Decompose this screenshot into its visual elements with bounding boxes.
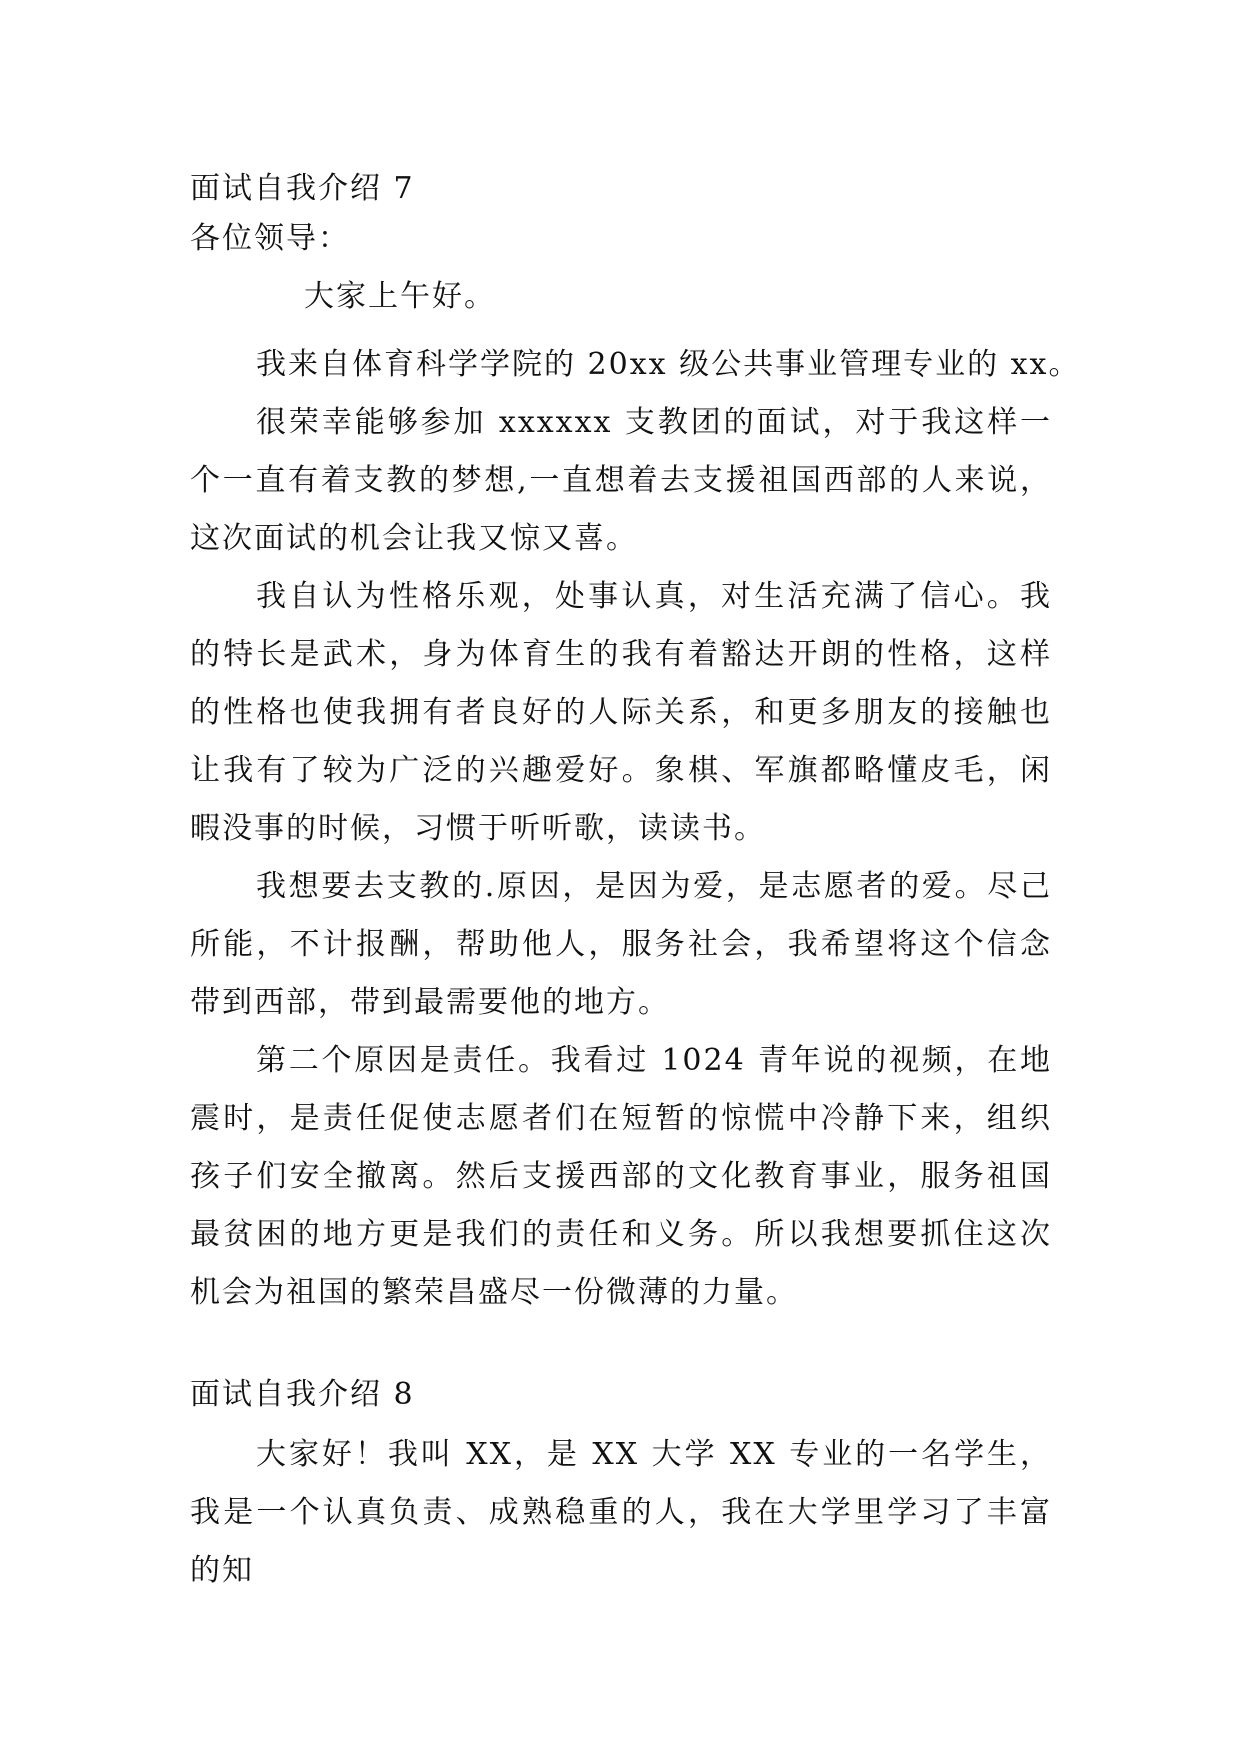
paragraph: 我想要去支教的.原因，是因为爱，是志愿者的爱。尽己所能，不计报酬，帮助他人，服务社会，我希望将这个信念带到西部，带到最需要他的地方。	[190, 869, 1052, 1020]
salutation: 各位领导：	[190, 221, 350, 256]
paragraph: 大家好！我叫 XX，是 XX 大学 XX 专业的一名学生，我是一个认真负责、成熟稳重的人，我在大学里学习了丰富的知	[190, 1437, 1052, 1588]
paragraph: 我自认为性格乐观，处事认真，对生活充满了信心。我的特长是武术，身为体育生的我有着豁达开朗的性格，这样的性格也使我拥有者良好的人际关系，和更多朋友的接触也让我有了较为广泛的兴趣爱好。象棋、军旗都略懂皮毛，闲暇没事的时候，习惯于听听歌，读读书。	[190, 579, 1052, 846]
spacer	[190, 1416, 1052, 1426]
section-spacer	[190, 1322, 1052, 1374]
sub-salutation: 大家上午好。	[304, 279, 496, 314]
section-title: 面试自我介绍 8	[190, 1377, 415, 1412]
paragraph: 第二个原因是责任。我看过 1024 青年说的视频，在地震时，是责任促使志愿者们在短暂的惊慌中冷静下来，组织孩子们安全撤离。然后支援西部的文化教育事业，服务祖国最贫困的地方更是我们的责任和义务。所以我想要抓住这次机会为祖国的繁荣昌盛尽一份微薄的力量。	[190, 1043, 1052, 1310]
section-intro-8	[190, 1374, 1052, 1600]
section-intro-7	[190, 168, 1081, 1322]
spacer	[190, 326, 1052, 336]
section-title: 面试自我介绍 7	[190, 171, 415, 206]
document-body	[190, 168, 1081, 1600]
paragraph: 很荣幸能够参加 xxxxxx 支教团的面试，对于我这样一个一直有着支教的梦想,一直想着去支援祖国西部的人来说，这次面试的机会让我又惊又喜。	[190, 405, 1052, 556]
paragraph: 我来自体育科学学院的 20xx 级公共事业管理专业的 xx。	[256, 347, 1081, 382]
